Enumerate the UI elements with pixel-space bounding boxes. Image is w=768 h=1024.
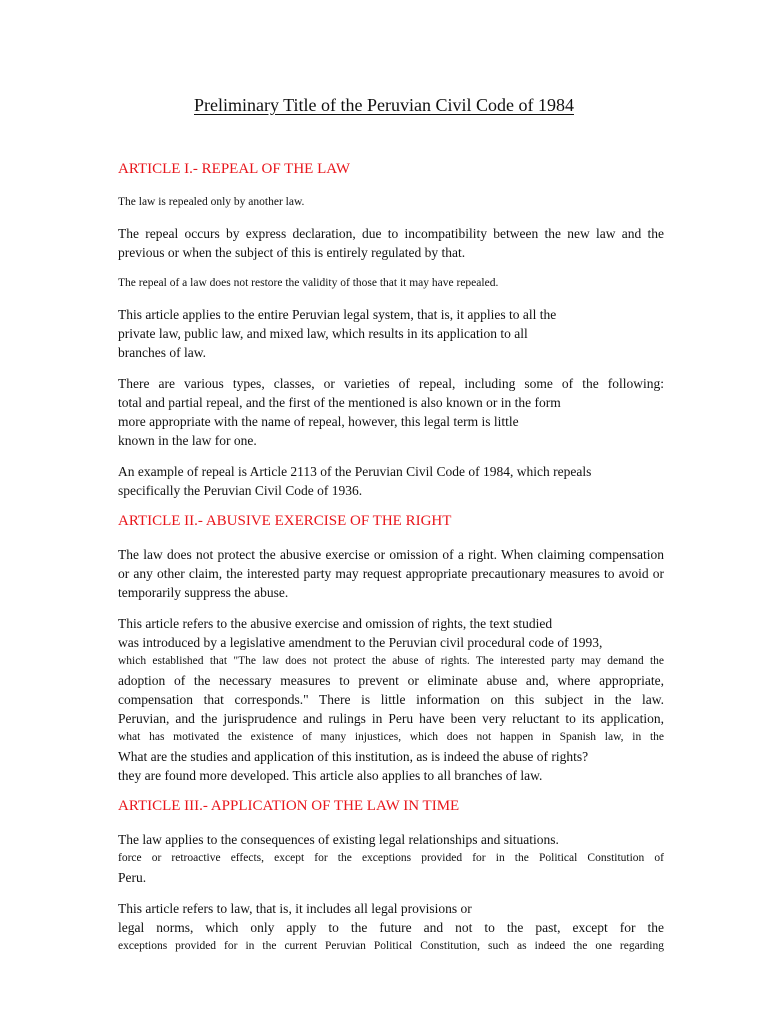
text-line: What are the studies and application of this institution, as is indeed the abuse of rights? bbox=[118, 749, 589, 764]
text-line: Peru. bbox=[118, 870, 147, 885]
article-1-heading: ARTICLE I.- REPEAL OF THE LAW bbox=[118, 161, 351, 177]
article-3-paragraph-1 bbox=[118, 830, 664, 887]
text-line: adoption of the necessary measures to prevent or eliminate abuse and, where appropriate, bbox=[118, 673, 664, 688]
text-line: more appropriate with the name of repeal, however, this legal term is little bbox=[118, 414, 519, 429]
text-line: what has motivated the existence of many injustices, which does not happen in Spanish law, in the bbox=[118, 731, 664, 743]
article-1-paragraph-6 bbox=[118, 462, 664, 500]
text-line: Peruvian, and the jurisprudence and rulings in Peru have been very reluctant to its application, bbox=[118, 711, 664, 726]
document-title: Preliminary Title of the Peruvian Civil Code of 1984 bbox=[194, 95, 574, 115]
article-2-heading: ARTICLE II.- ABUSIVE EXERCISE OF THE RIGHT bbox=[118, 513, 452, 529]
text-line: There are various types, classes, or varieties of repeal, including some of the following: bbox=[118, 376, 664, 391]
article-3-heading: ARTICLE III.- APPLICATION OF THE LAW IN TIME bbox=[118, 798, 460, 814]
article-1-paragraph-1: The law is repealed only by another law. bbox=[118, 196, 305, 208]
text-line: The law does not protect the abusive exercise or omission of a right. When claiming compensation bbox=[118, 547, 664, 562]
text-line: The law applies to the consequences of existing legal relationships and situations. bbox=[118, 832, 559, 847]
text-line: The repeal occurs by express declaration, due to incompatibility between the new law and the bbox=[118, 226, 664, 241]
text-line: temporarily suppress the abuse. bbox=[118, 585, 289, 600]
text-line: was introduced by a legislative amendment to the Peruvian civil procedural code of 1993, bbox=[118, 635, 603, 650]
text-line: they are found more developed. This article also applies to all branches of law. bbox=[118, 768, 543, 783]
text-line: private law, public law, and mixed law, which results in its application to all bbox=[118, 326, 528, 341]
text-line: force or retroactive effects, except for the exceptions provided for in the Political Constitution of bbox=[118, 852, 664, 864]
text-line: known in the law for one. bbox=[118, 433, 257, 448]
text-line: total and partial repeal, and the first of the mentioned is also known or in the form bbox=[118, 395, 561, 410]
text-line: compensation that corresponds." There is little information on this subject in the law. bbox=[118, 692, 664, 707]
document-body bbox=[118, 160, 664, 968]
text-line: legal norms, which only apply to the future and not to the past, except for the bbox=[118, 920, 664, 935]
text-line: which established that "The law does not protect the abuse of rights. The interested party may demand the bbox=[118, 655, 664, 667]
article-1-paragraph-2 bbox=[118, 224, 664, 262]
article-1-paragraph-5 bbox=[118, 374, 664, 450]
text-line: exceptions provided for in the current Peruvian Political Constitution, such as indeed the one regarding bbox=[118, 940, 664, 952]
text-line: branches of law. bbox=[118, 345, 206, 360]
article-2-paragraph-1 bbox=[118, 545, 664, 602]
text-line: previous or when the subject of this is entirely regulated by that. bbox=[118, 245, 466, 260]
article-3-paragraph-2 bbox=[118, 899, 664, 956]
text-line: or any other claim, the interested party may request appropriate precautionary measures to avoid or bbox=[118, 566, 664, 581]
article-2-paragraph-2 bbox=[118, 614, 664, 785]
text-line: This article refers to law, that is, it includes all legal provisions or bbox=[118, 901, 472, 916]
text-line: This article refers to the abusive exercise and omission of rights, the text studied bbox=[118, 616, 553, 631]
article-1-paragraph-3: The repeal of a law does not restore the validity of those that it may have repealed. bbox=[118, 277, 499, 289]
text-line: specifically the Peruvian Civil Code of 1936. bbox=[118, 483, 363, 498]
text-line: This article applies to the entire Peruvian legal system, that is, it applies to all the bbox=[118, 307, 557, 322]
text-line: An example of repeal is Article 2113 of the Peruvian Civil Code of 1984, which repeals bbox=[118, 464, 592, 479]
article-1-paragraph-4 bbox=[118, 305, 664, 362]
